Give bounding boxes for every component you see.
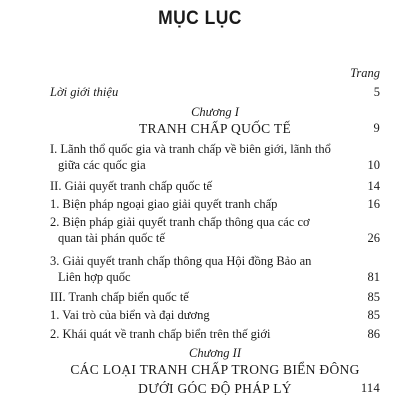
toc-entry-label-continued: giữa các quốc gia — [58, 158, 146, 172]
toc-entry-label-continued: Liên hợp quốc — [58, 270, 131, 284]
toc-entry-label: 1. Biện pháp ngoại giao giải quyết tranh chấp — [50, 197, 278, 211]
toc-title: MỤC LỤC — [158, 8, 242, 29]
toc-entry-page: 16 — [367, 197, 380, 211]
toc-entry[interactable] — [50, 254, 380, 286]
toc-entry-page: 86 — [367, 327, 380, 341]
chapter-heading-continued[interactable] — [50, 381, 380, 397]
chapter-title-continued: DƯỚI GÓC ĐỘ PHÁP LÝ — [138, 381, 292, 396]
chapter-number: Chương I — [191, 105, 239, 119]
chapter-number: Chương II — [188, 346, 242, 360]
toc-entry-page: 10 — [367, 158, 380, 172]
toc-entry-page: 14 — [367, 179, 380, 193]
toc-entry-label-continued: quan tài phán quốc tế — [58, 231, 165, 245]
chapter-page: 114 — [360, 381, 380, 395]
toc-entry-label: III. Tranh chấp biển quốc tế — [50, 290, 189, 304]
chapter-page: 9 — [373, 121, 380, 135]
chapter-heading[interactable] — [50, 121, 380, 137]
chapter-title: CÁC LOẠI TRANH CHẤP TRONG BIỂN ĐÔNG — [70, 362, 360, 377]
chapter-title: TRANH CHẤP QUỐC TẾ — [138, 121, 292, 136]
toc-entry-page: 85 — [367, 290, 380, 304]
page-column-label: Trang — [350, 66, 380, 80]
toc-entry-label: 2. Biện pháp giải quyết tranh chấp thông qua các cơ — [50, 215, 310, 229]
toc-entry-label: 2. Khái quát về tranh chấp biển trên thế giới — [50, 327, 271, 341]
toc-entry-label: 3. Giải quyết tranh chấp thông qua Hội đồng Bảo an — [50, 254, 312, 268]
toc-entry-page: 81 — [367, 270, 380, 284]
toc-entry-page: 85 — [367, 308, 380, 322]
chapter-heading[interactable] — [50, 362, 380, 378]
toc-entry-label: II. Giải quyết tranh chấp quốc tế — [50, 179, 213, 193]
toc-entry-label: Lời giới thiệu — [50, 85, 119, 99]
toc-entry-page: 5 — [373, 85, 380, 99]
toc-entry-page: 26 — [367, 231, 380, 245]
toc-entry-label: I. Lãnh thổ quốc gia và tranh chấp về biên giới, lãnh thổ — [50, 142, 331, 156]
toc-entry-label: 1. Vai trò của biển và đại dương — [50, 308, 210, 322]
toc-entry[interactable] — [50, 142, 380, 174]
toc-entry[interactable] — [50, 215, 380, 247]
